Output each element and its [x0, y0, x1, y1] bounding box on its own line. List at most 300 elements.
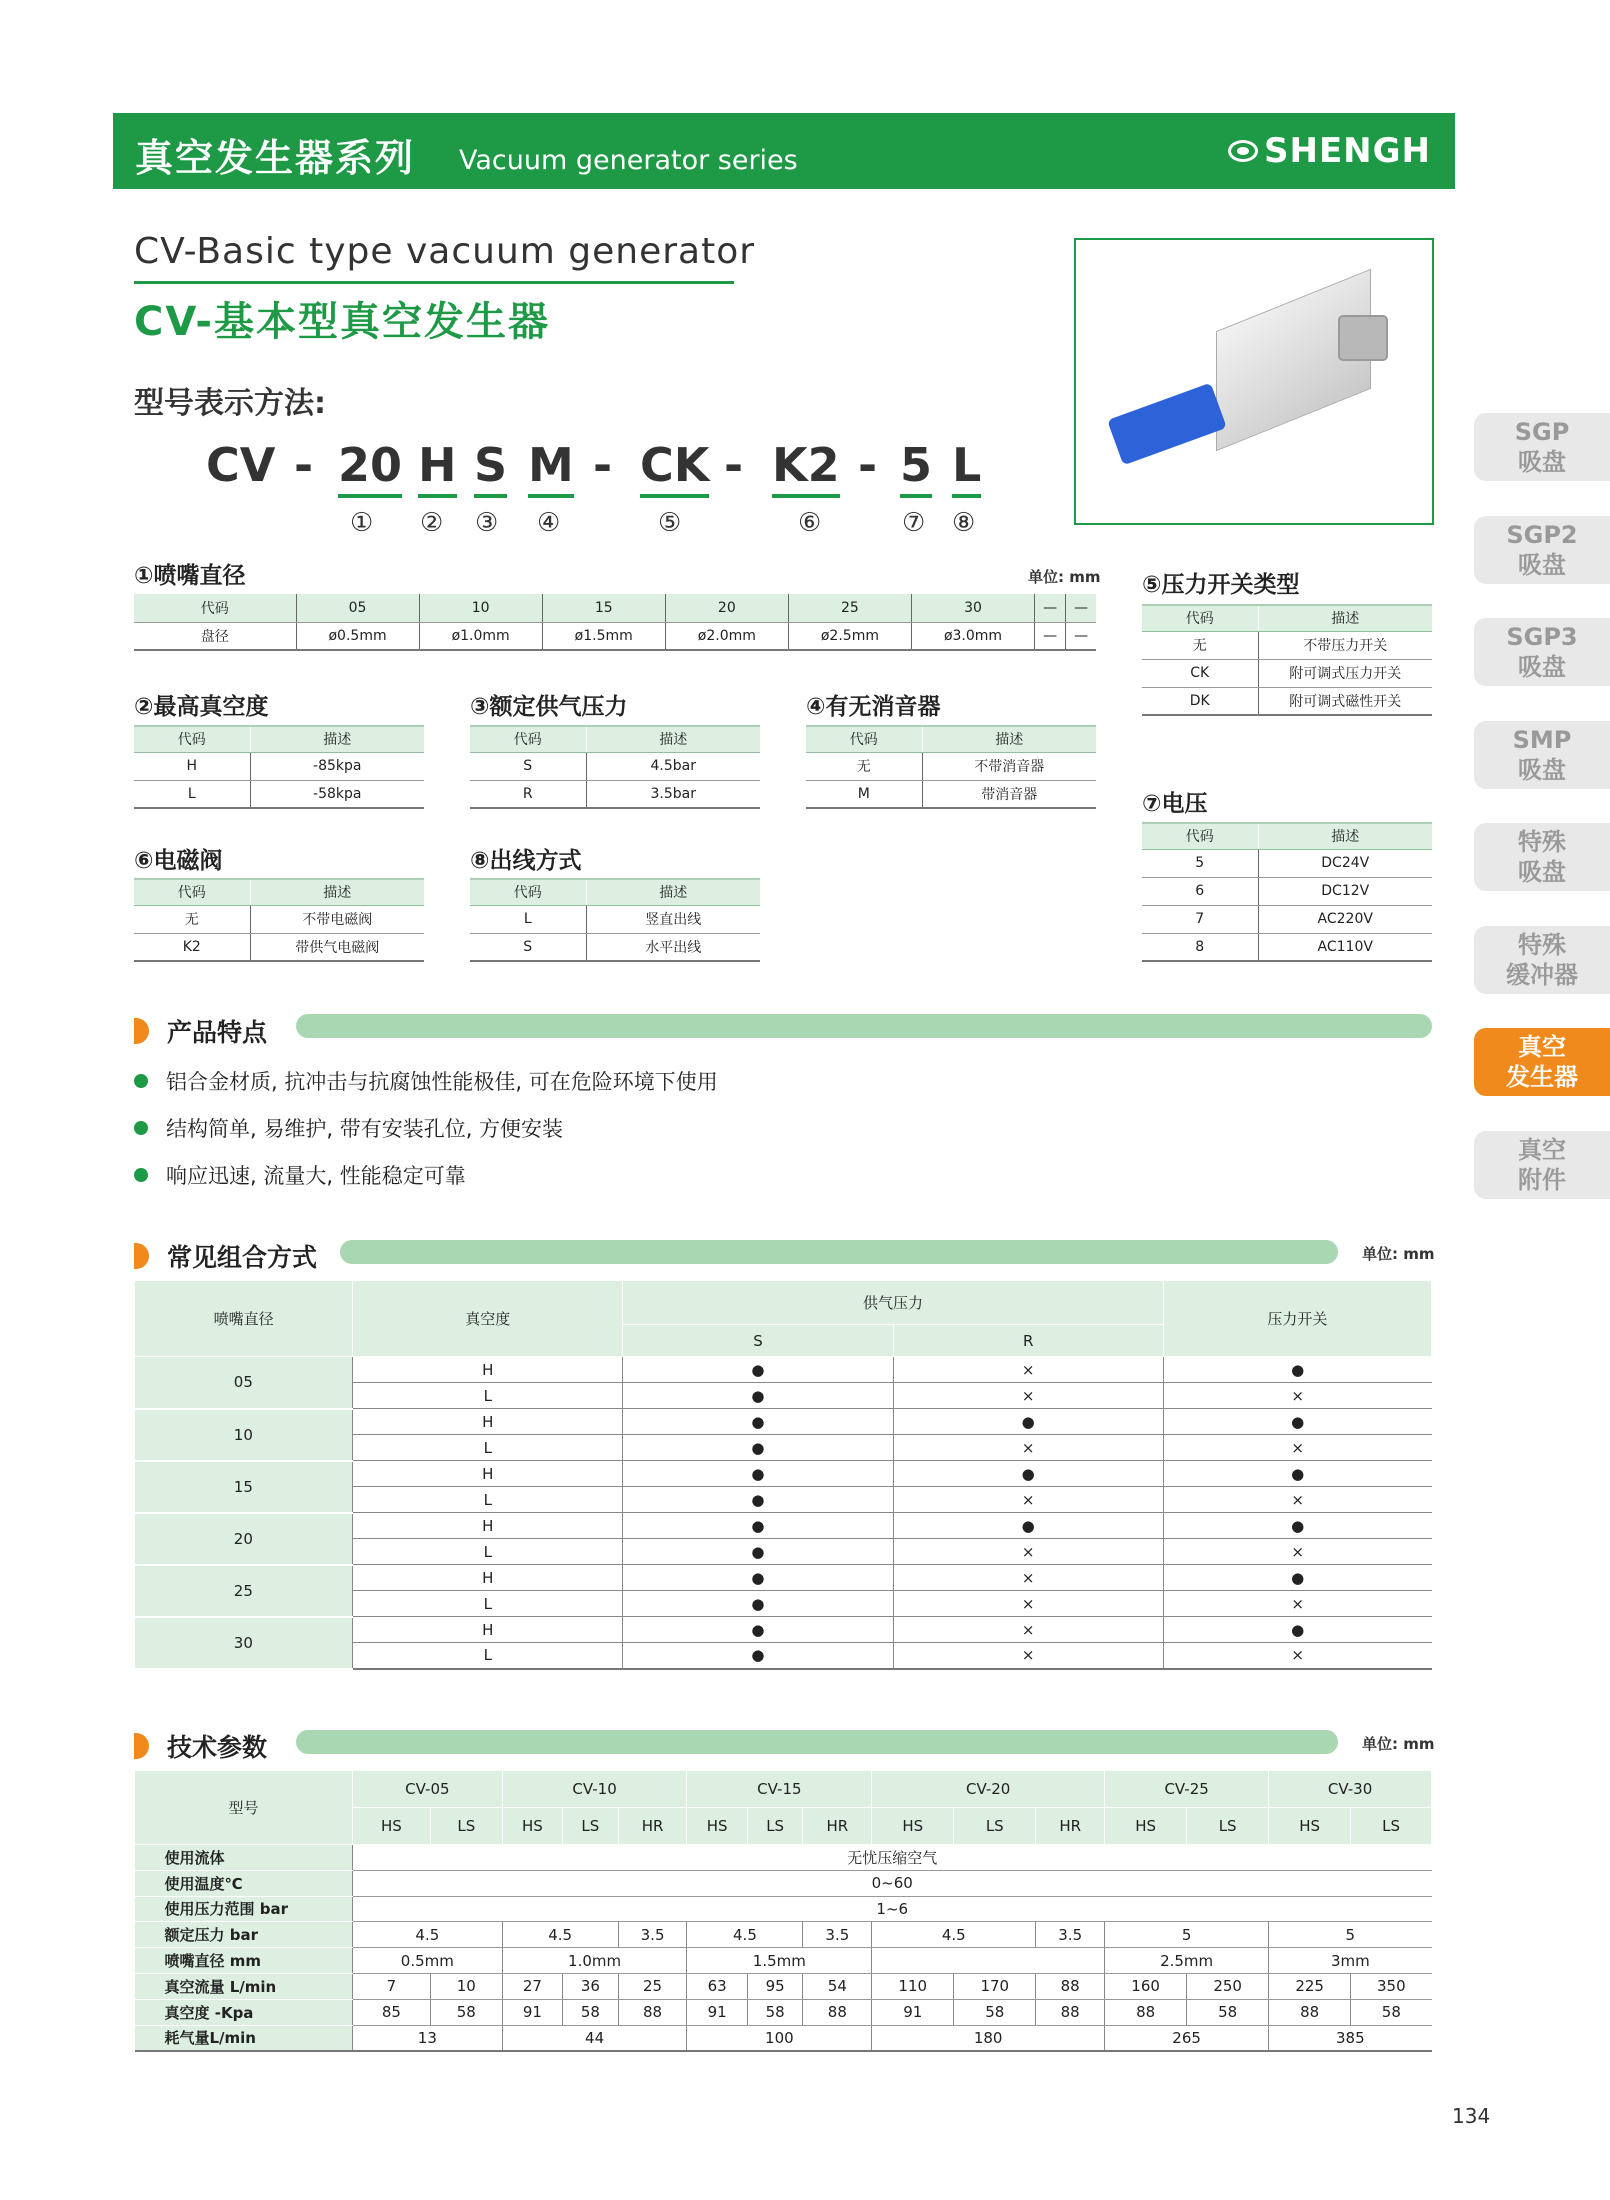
- combo-s-cell: ●: [623, 1461, 893, 1487]
- tech-value-cell: 1.0mm: [502, 1948, 687, 1974]
- tech-row-label: 使用流体: [135, 1845, 353, 1871]
- table-row: [135, 1565, 1432, 1591]
- model-code-index: ②: [420, 508, 444, 538]
- model-code-part: CV: [206, 438, 276, 492]
- tech-value-cell: 85: [353, 1999, 431, 2025]
- combo-r-cell: ●: [893, 1461, 1163, 1487]
- combo-head-r: R: [893, 1325, 1163, 1357]
- vacuum-head-1: 代码: [134, 726, 250, 752]
- combo-vacuum-cell: L: [353, 1487, 623, 1513]
- model-code-part: -: [593, 438, 613, 492]
- table-row: [1142, 849, 1432, 877]
- tech-value-cell: 88: [1036, 1973, 1105, 1999]
- vacuum-desc-cell: -85kpa: [250, 752, 424, 780]
- combo-r-cell: ×: [893, 1617, 1163, 1643]
- combo-switch-cell: ●: [1163, 1409, 1431, 1435]
- tech-value-cell: 88: [618, 1999, 687, 2025]
- nozzle-table: [134, 594, 1096, 651]
- tech-model-head: CV-30: [1269, 1771, 1432, 1808]
- tech-model-head: CV-15: [687, 1771, 872, 1808]
- tech-sub-head: LS: [563, 1808, 619, 1845]
- voltage-title: ⑦电压: [1142, 791, 1208, 817]
- tech-sub-head: LS: [747, 1808, 803, 1845]
- tech-value-cell: 91: [502, 1999, 562, 2025]
- model-code-index: ⑤: [658, 508, 682, 538]
- muffler-head-2: 描述: [922, 726, 1096, 752]
- combo-vacuum-cell: L: [353, 1435, 623, 1461]
- voltage-code-cell: 6: [1142, 877, 1258, 905]
- combo-s-cell: ●: [623, 1383, 893, 1409]
- tech-row-label: 额定压力 bar: [135, 1922, 353, 1948]
- muffler-illustration: [1107, 383, 1227, 466]
- feature-item: [134, 1160, 466, 1190]
- model-code-part: -: [294, 438, 314, 492]
- table-row: [135, 2025, 1432, 2051]
- model-code-part: S: [474, 438, 507, 498]
- combo-nozzle-cell: 05: [135, 1357, 353, 1409]
- combo-nozzle-cell: 10: [135, 1409, 353, 1461]
- tech-title: 技术参数: [167, 1733, 268, 1762]
- table-row: [135, 1617, 1432, 1643]
- tech-value-cell: 58: [430, 1999, 502, 2025]
- tech-band: [296, 1730, 1338, 1754]
- table-row: [134, 780, 424, 808]
- header-bar: [113, 113, 1455, 189]
- tech-value-cell: 63: [687, 1973, 747, 1999]
- table-row: [1142, 877, 1432, 905]
- combo-vacuum-cell: H: [353, 1565, 623, 1591]
- sidebar-tab-label: SMP: [1512, 725, 1572, 754]
- wiring-head-1: 代码: [470, 879, 586, 905]
- tech-sub-head: HS: [502, 1808, 562, 1845]
- tech-value-cell: 58: [1351, 1999, 1432, 2025]
- voltage-code-cell: 5: [1142, 849, 1258, 877]
- nozzle-code-cell: 15: [542, 594, 665, 622]
- switch-code-cell: DK: [1142, 687, 1258, 715]
- table-row: [134, 933, 424, 961]
- tech-table: [134, 1770, 1432, 2052]
- table-row: [470, 905, 760, 933]
- tech-value-cell: 1~6: [353, 1896, 1432, 1922]
- brand-name: SHENGH: [1264, 131, 1431, 171]
- tech-value-cell: 91: [872, 1999, 954, 2025]
- supply-title: ③额定供气压力: [470, 694, 628, 720]
- section-tab-icon: [134, 1018, 149, 1044]
- model-code-part: -: [724, 438, 744, 492]
- switch-desc-cell: 附可调式压力开关: [1258, 659, 1432, 687]
- table-row: [134, 752, 424, 780]
- nozzle-dia-cell: ø2.5mm: [788, 622, 911, 650]
- nozzle-code-cell: —: [1035, 594, 1066, 622]
- table-row: [1142, 933, 1432, 961]
- combo-r-cell: ×: [893, 1643, 1163, 1669]
- tech-value-cell: 91: [687, 1999, 747, 2025]
- combo-vacuum-cell: H: [353, 1513, 623, 1539]
- combo-r-cell: ×: [893, 1487, 1163, 1513]
- tech-head-model: 型号: [135, 1771, 353, 1845]
- tech-value-cell: 180: [872, 2025, 1105, 2051]
- tech-value-cell: 3.5: [618, 1922, 687, 1948]
- combo-nozzle-cell: 30: [135, 1617, 353, 1669]
- header-title-cn: 真空发生器系列: [135, 136, 416, 180]
- tech-value-cell: 44: [502, 2025, 687, 2051]
- tech-value-cell: 100: [687, 2025, 872, 2051]
- combo-heading: [134, 1238, 317, 1274]
- table-row: [470, 752, 760, 780]
- title-en: CV-Basic type vacuum generator: [134, 231, 756, 272]
- supply-head-1: 代码: [470, 726, 586, 752]
- tech-value-cell: 265: [1105, 2025, 1269, 2051]
- sidebar-tab[interactable]: [1474, 618, 1610, 686]
- sidebar-tab-label: 真空: [1518, 1033, 1566, 1061]
- sidebar-tab[interactable]: [1474, 413, 1610, 481]
- section-tab-icon: [134, 1733, 149, 1759]
- combo-switch-cell: ×: [1163, 1435, 1431, 1461]
- table-row: [135, 1845, 1432, 1871]
- tech-value-cell: 27: [502, 1973, 562, 1999]
- feature-text: 结构简单, 易维护, 带有安装孔位, 方便安装: [166, 1117, 564, 1141]
- muffler-desc-cell: 不带消音器: [922, 752, 1096, 780]
- tech-sub-head: HS: [687, 1808, 747, 1845]
- feature-text: 铝合金材质, 抗冲击与抗腐蚀性能极佳, 可在危险环境下使用: [166, 1070, 718, 1094]
- tech-value-cell: 225: [1269, 1973, 1351, 1999]
- nozzle-code-cell: 30: [911, 594, 1034, 622]
- model-label: 型号表示方法:: [134, 386, 326, 421]
- tech-sub-head: HR: [803, 1808, 872, 1845]
- table-row: [1142, 687, 1432, 715]
- combo-s-cell: ●: [623, 1409, 893, 1435]
- sidebar-tab-label: 缓冲器: [1506, 960, 1578, 989]
- nozzle-dia-cell: ø1.0mm: [419, 622, 542, 650]
- combo-switch-cell: ×: [1163, 1643, 1431, 1669]
- combo-vacuum-cell: H: [353, 1461, 623, 1487]
- tech-value-cell: 36: [563, 1973, 619, 1999]
- nozzle-dia-cell: ø2.0mm: [665, 622, 788, 650]
- tech-sub-head: LS: [1187, 1808, 1269, 1845]
- nozzle-code-head: 代码: [134, 594, 296, 622]
- product-photo: [1074, 238, 1434, 525]
- valve-desc-cell: 带供气电磁阀: [250, 933, 424, 961]
- combo-switch-cell: ●: [1163, 1565, 1431, 1591]
- valve-code-cell: K2: [134, 933, 250, 961]
- tech-sub-head: HS: [1269, 1808, 1351, 1845]
- table-row: [135, 1461, 1432, 1487]
- tech-value-cell: 350: [1351, 1973, 1432, 1999]
- sidebar-tab[interactable]: [1474, 516, 1610, 584]
- muffler-code-cell: 无: [806, 752, 922, 780]
- table-row: [135, 1870, 1432, 1896]
- sidebar-tab[interactable]: [1474, 721, 1610, 789]
- voltage-code-cell: 7: [1142, 905, 1258, 933]
- valve-title: ⑥电磁阀: [134, 848, 223, 874]
- model-code-part: M: [528, 438, 574, 498]
- combo-switch-cell: ●: [1163, 1357, 1431, 1383]
- tech-row-label: 使用温度℃: [135, 1870, 353, 1896]
- nozzle-code-row: [134, 594, 1096, 622]
- combo-switch-cell: ●: [1163, 1617, 1431, 1643]
- sidebar-tab-label: 吸盘: [1518, 653, 1566, 681]
- combo-head-switch: 压力开关: [1163, 1281, 1431, 1357]
- sidebar-tab-label: SGP: [1514, 418, 1570, 446]
- tech-value-cell: 2.5mm: [1105, 1948, 1269, 1974]
- header-title-en: Vacuum generator series: [459, 145, 798, 176]
- feature-item: [134, 1066, 718, 1096]
- table-row: [806, 780, 1096, 808]
- nozzle-dia-cell: —: [1066, 622, 1096, 650]
- supply-code-cell: R: [470, 780, 586, 808]
- voltage-head-1: 代码: [1142, 823, 1258, 849]
- features-band: [296, 1014, 1432, 1038]
- model-code-part: H: [418, 438, 457, 498]
- features-title: 产品特点: [167, 1018, 268, 1047]
- tech-value-cell: 160: [1105, 1973, 1187, 1999]
- combo-s-cell: ●: [623, 1565, 893, 1591]
- wiring-title: ⑧出线方式: [470, 848, 582, 874]
- combo-r-cell: ●: [893, 1513, 1163, 1539]
- tech-value-cell: 7: [353, 1973, 431, 1999]
- combo-nozzle-cell: 15: [135, 1461, 353, 1513]
- table-row: [470, 933, 760, 961]
- tech-value-cell: 5: [1269, 1922, 1432, 1948]
- tech-value-cell: 0~60: [353, 1870, 1432, 1896]
- supply-desc-cell: 3.5bar: [586, 780, 760, 808]
- tech-value-cell: 95: [747, 1973, 803, 1999]
- combo-table: [134, 1280, 1432, 1670]
- vacuum-title: ②最高真空度: [134, 694, 269, 720]
- vacuum-desc-cell: -58kpa: [250, 780, 424, 808]
- combo-r-cell: ×: [893, 1565, 1163, 1591]
- nozzle-dia-head: 盘径: [134, 622, 296, 650]
- voltage-desc-cell: DC24V: [1258, 849, 1432, 877]
- tech-value-cell: 250: [1187, 1973, 1269, 1999]
- sidebar-tab[interactable]: [1474, 1028, 1610, 1096]
- model-code-part: 5: [900, 438, 932, 498]
- sidebar-tab-label: 真空: [1518, 1135, 1566, 1164]
- combo-vacuum-cell: L: [353, 1643, 623, 1669]
- table-row: [135, 1513, 1432, 1539]
- combo-head-supply: 供气压力: [623, 1281, 1163, 1325]
- tech-value-cell: 10: [430, 1973, 502, 1999]
- nozzle-dia-row: [134, 622, 1096, 650]
- tech-sub-head: HR: [1036, 1808, 1105, 1845]
- tech-value-cell: 5: [1105, 1922, 1269, 1948]
- tech-sub-head: LS: [954, 1808, 1036, 1845]
- combo-title: 常见组合方式: [167, 1243, 318, 1272]
- sidebar-tab-label: 特殊: [1518, 930, 1566, 959]
- combo-head-nozzle: 喷嘴直径: [135, 1281, 353, 1357]
- switch-head-1: 代码: [1142, 605, 1258, 631]
- combo-r-cell: ×: [893, 1357, 1163, 1383]
- nozzle-dia-cell: —: [1035, 622, 1066, 650]
- nozzle-title: ①喷嘴直径: [134, 563, 246, 589]
- voltage-desc-cell: AC110V: [1258, 933, 1432, 961]
- tech-value-cell: 54: [803, 1973, 872, 1999]
- vacuum-code-cell: L: [134, 780, 250, 808]
- combo-band: [340, 1240, 1338, 1264]
- combo-s-cell: ●: [623, 1513, 893, 1539]
- nozzle-code-cell: 10: [419, 594, 542, 622]
- combo-s-cell: ●: [623, 1357, 893, 1383]
- tech-model-head: CV-10: [502, 1771, 687, 1808]
- table-row: [806, 752, 1096, 780]
- combo-vacuum-cell: L: [353, 1591, 623, 1617]
- brand-mark-icon: [1228, 140, 1258, 162]
- sidebar-tab-label: 附件: [1518, 1165, 1566, 1194]
- combo-head-s: S: [623, 1325, 893, 1357]
- switch-code-cell: 无: [1142, 631, 1258, 659]
- bullet-icon: [134, 1074, 148, 1088]
- sidebar-tab[interactable]: [1474, 1131, 1610, 1199]
- title-underline: [134, 281, 734, 284]
- tech-sub-head: LS: [1351, 1808, 1432, 1845]
- model-code-index: ①: [350, 508, 374, 538]
- tech-value-cell: 58: [1187, 1999, 1269, 2025]
- combo-s-cell: ●: [623, 1487, 893, 1513]
- tech-value-cell: 88: [1269, 1999, 1351, 2025]
- table-row: [134, 905, 424, 933]
- combo-vacuum-cell: L: [353, 1383, 623, 1409]
- switch-table: [1142, 604, 1432, 716]
- page-number: 134: [1452, 2104, 1491, 2128]
- combo-r-cell: ×: [893, 1383, 1163, 1409]
- sidebar-tab-label: 发生器: [1506, 1063, 1578, 1091]
- model-code-index: ⑧: [952, 508, 976, 538]
- tech-model-head: CV-05: [353, 1771, 503, 1808]
- bullet-icon: [134, 1168, 148, 1182]
- sidebar-tab-label: SGP3: [1506, 623, 1578, 651]
- combo-switch-cell: ×: [1163, 1487, 1431, 1513]
- tech-row-label: 真空度 -Kpa: [135, 1999, 353, 2025]
- nozzle-code-cell: 05: [296, 594, 419, 622]
- combo-vacuum-cell: H: [353, 1409, 623, 1435]
- model-code-part: K2: [772, 438, 840, 498]
- combo-s-cell: ●: [623, 1539, 893, 1565]
- valve-head-1: 代码: [134, 879, 250, 905]
- sidebar-tab-label: 特殊: [1518, 828, 1566, 856]
- tech-value-cell: [872, 1948, 1105, 1974]
- feature-item: [134, 1113, 563, 1143]
- wiring-head-2: 描述: [586, 879, 760, 905]
- model-code-part: CK: [640, 438, 709, 498]
- combo-nozzle-cell: 20: [135, 1513, 353, 1565]
- supply-table: [470, 725, 760, 809]
- tech-value-cell: 4.5: [872, 1922, 1036, 1948]
- model-code-index: ⑥: [798, 508, 822, 538]
- table-row: [135, 1896, 1432, 1922]
- combo-vacuum-cell: H: [353, 1617, 623, 1643]
- tech-value-cell: 88: [1036, 1999, 1105, 2025]
- tech-value-cell: 88: [803, 1999, 872, 2025]
- nozzle-dia-cell: ø0.5mm: [296, 622, 419, 650]
- muffler-desc-cell: 带消音器: [922, 780, 1096, 808]
- tech-value-cell: 4.5: [502, 1922, 618, 1948]
- table-row: [470, 780, 760, 808]
- tech-sub-head: HS: [872, 1808, 954, 1845]
- tech-value-cell: 无忧压缩空气: [353, 1845, 1432, 1871]
- voltage-head-2: 描述: [1258, 823, 1432, 849]
- model-code-index: ③: [475, 508, 499, 538]
- muffler-code-cell: M: [806, 780, 922, 808]
- table-row: [135, 1999, 1432, 2025]
- switch-head-2: 描述: [1258, 605, 1432, 631]
- tech-value-cell: 110: [872, 1973, 954, 1999]
- combo-s-cell: ●: [623, 1643, 893, 1669]
- model-code-part: L: [952, 438, 981, 498]
- voltage-desc-cell: DC12V: [1258, 877, 1432, 905]
- tech-value-cell: 58: [563, 1999, 619, 2025]
- tech-value-cell: 4.5: [687, 1922, 803, 1948]
- tech-row-label: 喷嘴直径 mm: [135, 1948, 353, 1974]
- sidebar-tab-label: 吸盘: [1518, 448, 1566, 476]
- table-row: [135, 1357, 1432, 1383]
- combo-s-cell: ●: [623, 1435, 893, 1461]
- combo-s-cell: ●: [623, 1591, 893, 1617]
- combo-vacuum-cell: L: [353, 1539, 623, 1565]
- combo-r-cell: ×: [893, 1435, 1163, 1461]
- tech-sub-head: HR: [618, 1808, 687, 1845]
- tech-sub-head: LS: [430, 1808, 502, 1845]
- table-row: [1142, 659, 1432, 687]
- nozzle-dia-cell: ø1.5mm: [542, 622, 665, 650]
- tech-value-cell: 13: [353, 2025, 503, 2051]
- tech-model-head: CV-20: [872, 1771, 1105, 1808]
- tech-value-cell: 3mm: [1269, 1948, 1432, 1974]
- features-heading: [134, 1013, 267, 1049]
- combo-unit: 单位: mm: [1362, 1245, 1435, 1263]
- tech-value-cell: 3.5: [1036, 1922, 1105, 1948]
- combo-switch-cell: ×: [1163, 1383, 1431, 1409]
- combo-head-vacuum: 真空度: [353, 1281, 623, 1357]
- bullet-icon: [134, 1121, 148, 1135]
- sidebar-tab[interactable]: [1474, 823, 1610, 891]
- nozzle-dia-cell: ø3.0mm: [911, 622, 1034, 650]
- combo-nozzle-cell: 25: [135, 1565, 353, 1617]
- tech-value-cell: 1.5mm: [687, 1948, 872, 1974]
- combo-vacuum-cell: H: [353, 1357, 623, 1383]
- combo-s-cell: ●: [623, 1617, 893, 1643]
- combo-r-cell: ×: [893, 1539, 1163, 1565]
- section-tab-icon: [134, 1243, 149, 1269]
- vacuum-code-cell: H: [134, 752, 250, 780]
- valve-desc-cell: 不带电磁阀: [250, 905, 424, 933]
- tech-sub-head: HS: [1105, 1808, 1187, 1845]
- tech-value-cell: 4.5: [353, 1922, 503, 1948]
- sidebar-tab[interactable]: [1474, 926, 1610, 994]
- tech-value-cell: 58: [954, 1999, 1036, 2025]
- switch-title: ⑤压力开关类型: [1142, 572, 1300, 598]
- wiring-table: [470, 878, 760, 962]
- tech-unit: 单位: mm: [1362, 1735, 1435, 1753]
- tech-value-cell: 3.5: [803, 1922, 872, 1948]
- switch-desc-cell: 不带压力开关: [1258, 631, 1432, 659]
- sidebar-tab-label: SGP2: [1506, 520, 1578, 549]
- valve-head-2: 描述: [250, 879, 424, 905]
- model-code-index: ⑦: [902, 508, 926, 538]
- muffler-table: [806, 725, 1096, 809]
- voltage-table: [1142, 822, 1432, 962]
- model-code-index: ④: [537, 508, 561, 538]
- vacuum-head-2: 描述: [250, 726, 424, 752]
- tech-value-cell: 0.5mm: [353, 1948, 503, 1974]
- combo-switch-cell: ×: [1163, 1591, 1431, 1617]
- tech-value-cell: 25: [618, 1973, 687, 1999]
- generator-port-illustration: [1338, 315, 1388, 361]
- nozzle-code-cell: —: [1066, 594, 1096, 622]
- sidebar-tab-label: 吸盘: [1518, 755, 1566, 784]
- combo-r-cell: ×: [893, 1591, 1163, 1617]
- table-row: [135, 1948, 1432, 1974]
- tech-value-cell: 58: [747, 1999, 803, 2025]
